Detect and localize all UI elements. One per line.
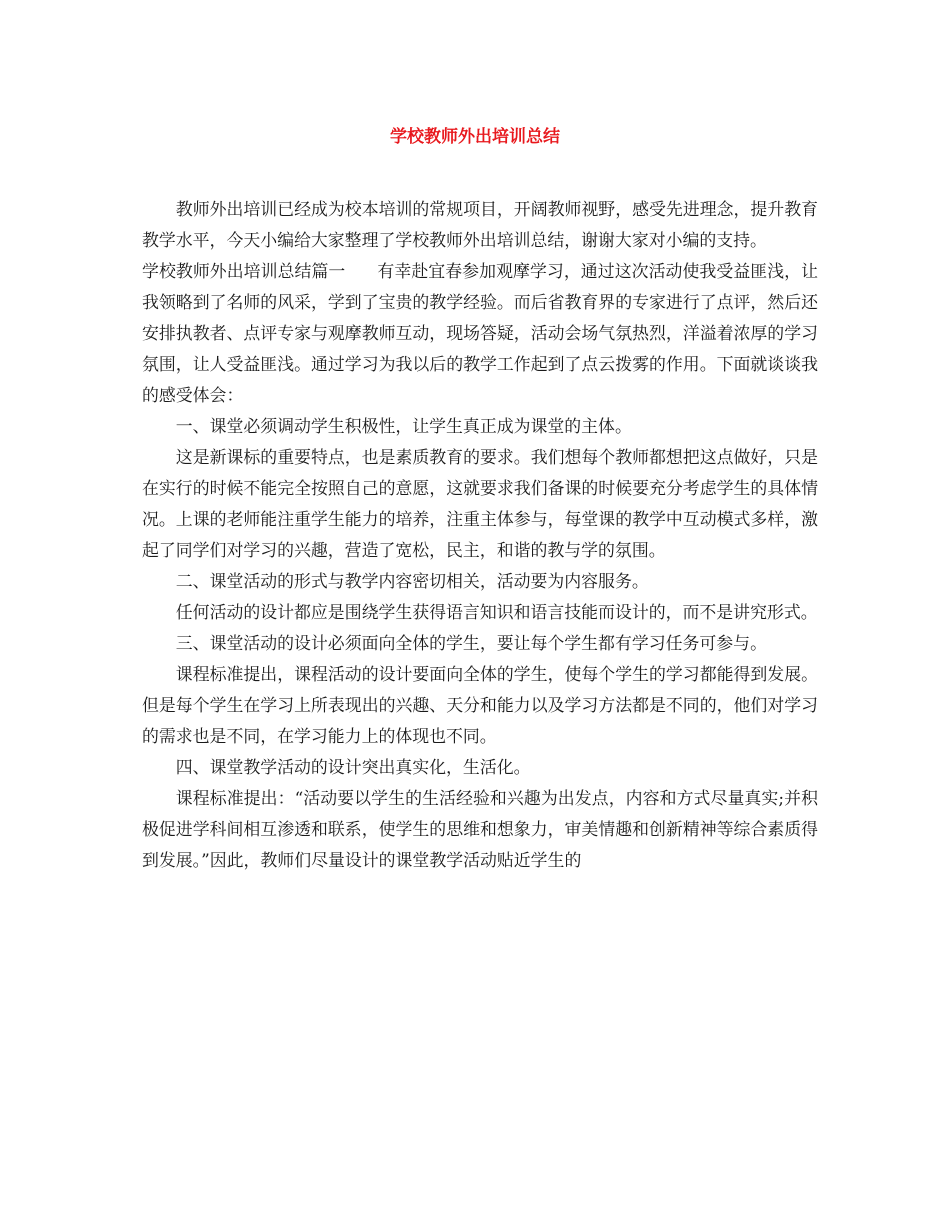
body-paragraph: 四、课堂教学活动的设计突出真实化，生活化。 xyxy=(175,757,531,777)
body-paragraph: 课程标准提出：“活动要以学生的生活经验和兴趣为出发点，内容和方式尽量真实;并积极促进学科间相互渗透和联系，使学生的思维和想象力，审美情趣和创新精神等综合素质得到发展。”因此，教师们尽量设计的课堂教学活动贴近学生的 xyxy=(142,788,818,870)
intro-paragraph: 教师外出培训已经成为校本培训的常规项目，开阔教师视野，感受先进理念，提升教育教学水平，今天小编给大家整理了学校教师外出培训总结，谢谢大家对小编的支持。 xyxy=(142,199,818,250)
section-first-paragraph xyxy=(142,256,818,411)
section-first-text: 有幸赴宜春参加观摩学习，通过这次活动使我受益匪浅，让我领略到了名师的风采，学到了宝贵的教学经验。而后省教育界的专家进行了点评，然后还安排执教者、点评专家与观摩教师互动，现场答疑，活动会场气氛热烈，洋溢着浓厚的学习氛围，让人受益匪浅。通过学习为我以后的教学工作起到了点云拨雾的作用。下面就谈谈我的感受体会： xyxy=(142,261,819,405)
section-heading: 学校教师外出培训总结篇一 xyxy=(142,261,346,281)
document-body xyxy=(142,194,818,876)
body-paragraph: 课程标准提出，课程活动的设计要面向全体的学生，使每个学生的学习都能得到发展。但是每个学生在学习上所表现出的兴趣、天分和能力以及学习方法都是不同的，他们对学习的需求也是不同，在学习能力上的体现也不同。 xyxy=(142,664,818,746)
body-paragraph: 三、课堂活动的设计必须面向全体的学生，要让每个学生都有学习任务可参与。 xyxy=(175,633,767,653)
body-paragraph: 这是新课标的重要特点，也是素质教育的要求。我们想每个教师都想把这点做好，只是在实行的时候不能完全按照自己的意愿，这就要求我们备课的时候要充分考虑学生的具体情况。上课的老师能注重学生能力的培养，注重主体参与，每堂课的教学中互动模式多样，激起了同学们对学习的兴趣，营造了宽松，民主，和谐的教与学的氛围。 xyxy=(142,447,818,560)
body-paragraph: 任何活动的设计都应是围绕学生获得语言知识和语言技能而设计的，而不是讲究形式。 xyxy=(175,602,818,622)
body-paragraph: 一、课堂必须调动学生积极性，让学生真正成为课堂的主体。 xyxy=(175,416,632,436)
document-title: 学校教师外出培训总结 xyxy=(390,127,560,147)
body-paragraph: 二、课堂活动的形式与教学内容密切相关，活动要为内容服务。 xyxy=(175,571,649,591)
